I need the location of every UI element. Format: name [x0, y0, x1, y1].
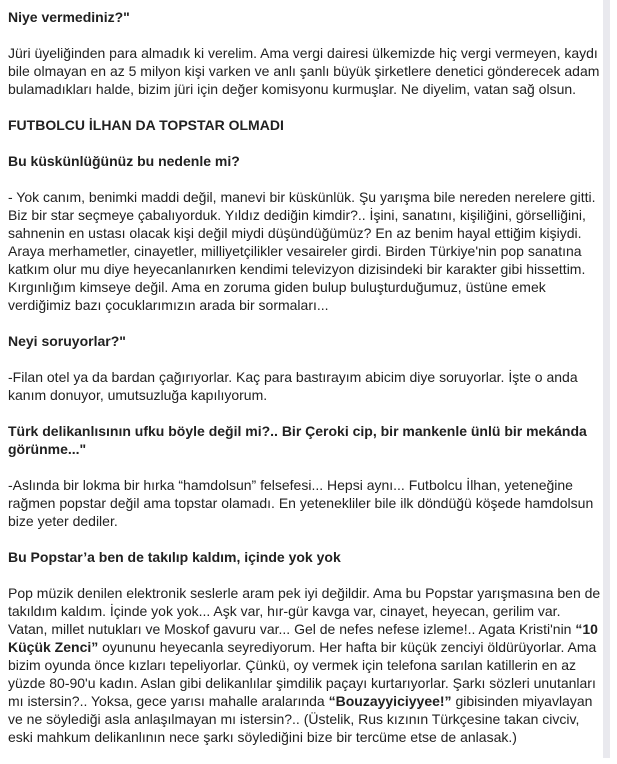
section-heading: [8, 116, 602, 134]
section-heading: [8, 8, 602, 26]
paragraph: [8, 368, 602, 404]
text-run: Pop müzik denilen elektronik seslerle aram pek iyi değildir. Ama bu Popstar yarışmasına ben de takıldım kaldım. İçinde yok yok... Aşk var, hır-gür kavga var, cinayet, heyecan, gerilim var. Vatan, millet nutukları ve Moskof gavuru var... Gel de nefes nefese izleme!.. Agata Kristi'nin: [8, 585, 601, 637]
text-run: -Filan otel ya da bardan çağırıyorlar. Kaç para bastırayım abicim diye soruyorlar. İşte o anda kanım donuyor, umutsuzluğa kapılıyorum.: [8, 369, 578, 403]
bold-inline-text: “Bouzayyiciyyee!”: [328, 693, 452, 709]
scrollbar-track[interactable]: [603, 0, 610, 758]
paragraph: [8, 44, 602, 98]
bold-inline-text: Bu Popstar’a ben de takılıp kaldım, içinde yok yok: [8, 549, 341, 565]
bold-inline-text: Türk delikanlısının ufku böyle değil mi?.. Bir Çeroki cip, bir mankenle ünlü bir mekánda görünme...": [8, 423, 587, 457]
bold-inline-text: Neyi soruyorlar?": [8, 333, 126, 349]
section-heading: [8, 152, 602, 170]
section-heading: [8, 548, 602, 566]
paragraph: [8, 584, 602, 746]
section-heading: [8, 422, 602, 458]
text-run: Jüri üyeliğinden para almadık ki verelim. Ama vergi dairesi ülkemizde hiç vergi vermeyen, kaydı bile olmayan en az 5 milyon kişi varken ve anlı şanlı büyük şirketlere denetici gönderecek adam bulamadıkları halde, bizim jüri için değer komisyonu kurmuşlar. Ne diyelim, vatan sağ olsun.: [8, 45, 600, 97]
article-body: [8, 8, 602, 764]
paragraph: [8, 476, 602, 530]
bold-inline-text: “10 Küçük Zenci”: [8, 621, 598, 655]
text-run: gibisinden miyavlayan ve ne söylediği asla anlaşılmayan mı istersin?.. (Üstelik, Rus kızının Türkçesine takan civciv, eski mahkum delikanlının nece şarkı söylediğini bize bir tercüme etse de anlasak.): [8, 693, 593, 745]
bold-inline-text: Niye vermediniz?": [8, 9, 130, 25]
text-run: -Aslında bir lokma bir hırka “hamdolsun” felsefesi... Hepsi aynı... Futbolcu İlhan, yeteneğine rağmen popstar değil ama topstar olamadı. En yetenekliler bile ilk döndüğü köşede hamdolsun bize yeter dediler.: [8, 477, 594, 529]
text-run: oyununu heyecanla seyrediyorum. Her hafta bir küçük zenciyi öldürüyorlar. Ama bizim oyunda önce kızları tepeliyorlar. Çünkü, oy vermek için telefona sarılan katillerin en az yüzde 80-90'u kadın. Aslan gibi delikanlılar şimdilik paçayı kurtarıyorlar. Şarkı sözleri unutanları mı istersin?.. Yoksa, gece yarısı mahalle aralarında: [8, 639, 597, 709]
bold-inline-text: FUTBOLCU İLHAN DA TOPSTAR OLMADI: [8, 117, 284, 133]
text-run: - Yok canım, benimki maddi değil, manevi bir küskünlük. Şu yarışma bile nereden nerelere gitti. Biz bir star seçmeye çabalıyorduk. Yıldız dediğin kimdir?.. İşini, sanatını, kişiliğini, görselliğini, sahnenin en ustası olacak kişi değil miydi düşündüğümüz? En az benim hayal ettiğim kişiydi. Araya merhametler, cinayetler, milliyetçilikler vesaireler girdi. Birden Türkiye'nin pop sanatına katkım olur mu diye heyecanlanırken kendimi televizyon dizisindeki bir karakter gibi hissettim. Kırgınlığım kimseye değil. Ama en zoruma giden bulup buluşturduğumuz, üstüne emek verdiğimiz bazı çocuklarımızın arada bir sormaları...: [8, 189, 596, 313]
bold-inline-text: Bu küskünlüğünüz bu nedenle mi?: [8, 153, 240, 169]
paragraph: [8, 188, 602, 314]
section-heading: [8, 332, 602, 350]
